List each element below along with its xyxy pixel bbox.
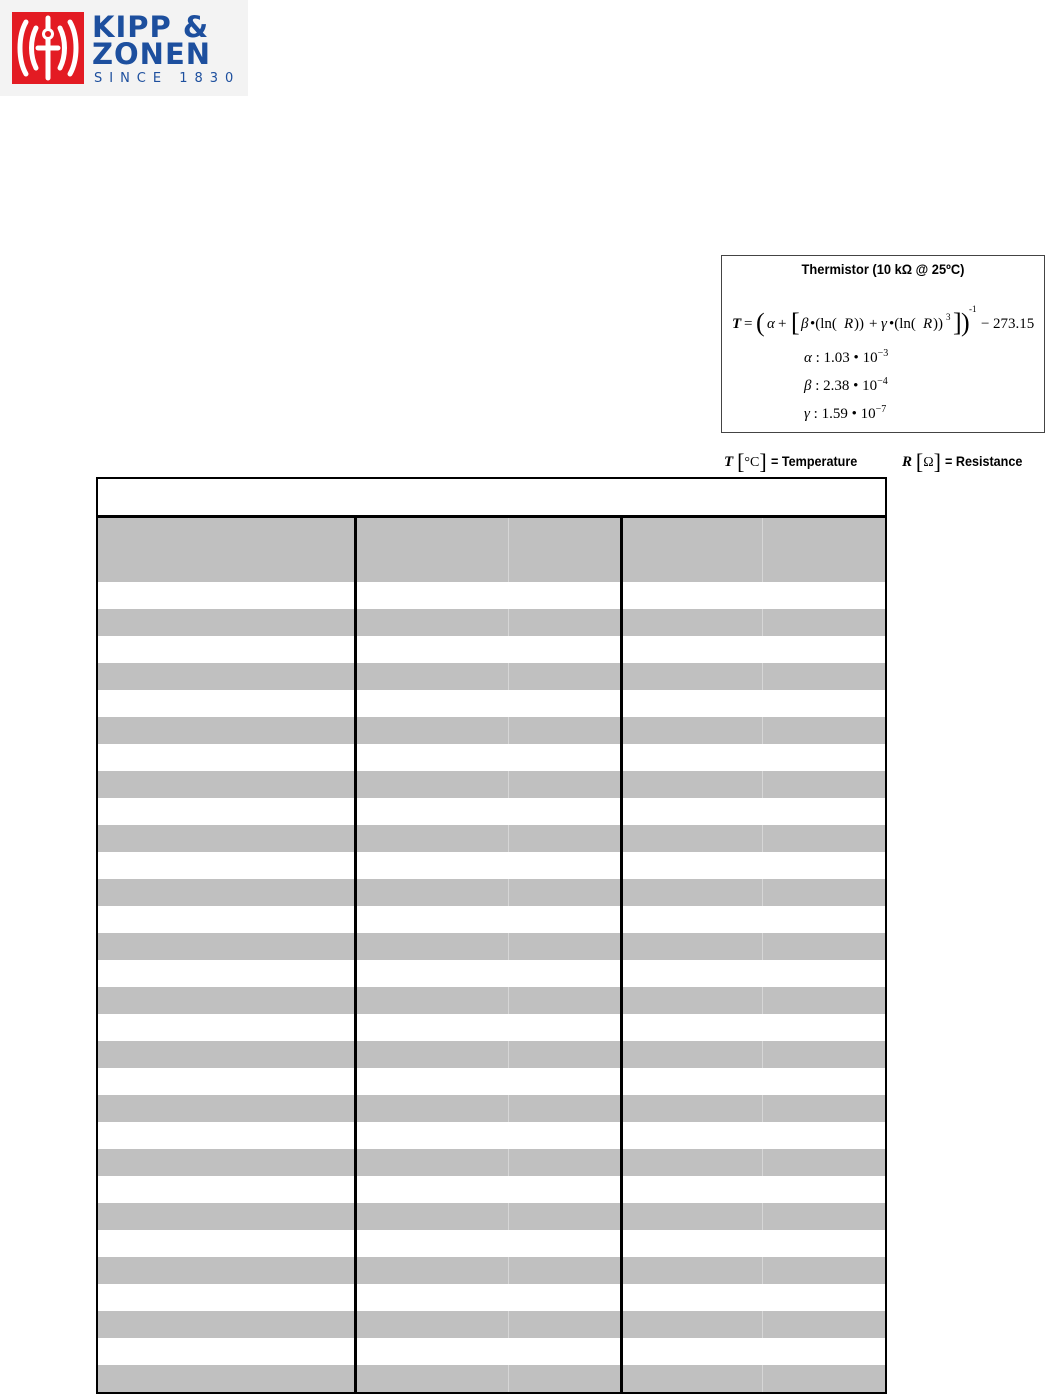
svg-text:+: + [869,316,878,332]
svg-text:T: T [732,316,742,332]
logo-wordmark [92,10,241,86]
formula-title: Thermistor (10 kΩ @ 25ºC) [801,261,965,277]
table-row [98,636,885,663]
table-body [98,582,885,1392]
column-divider [354,518,357,1392]
thermistor-formula-box [721,255,1045,433]
table-row [98,1284,885,1311]
table-row [98,852,885,879]
legend-resistance: R [Ω] = Resistance [902,449,1023,474]
coefficient-beta: β : 2.38 • $10^{-4}$ [804,376,888,394]
table-row [98,906,885,933]
svg-text:•(ln(: •(ln( [889,316,916,332]
steinhart-hart-equation [732,300,1042,342]
exponent-label: -1 [969,304,977,314]
logo-line-kipp: KIPP & [92,10,210,44]
svg-text:R: R [844,316,854,332]
table-row [98,1230,885,1257]
table-row [98,771,885,798]
table-row [98,1311,885,1338]
svg-text:α: α [767,316,775,332]
table-row [98,1203,885,1230]
table-row [98,609,885,636]
svg-text:γ: γ [881,316,887,332]
table-row [98,717,885,744]
logo-line-zonen: ZONEN [92,37,212,71]
column-divider-minor [508,518,509,1392]
table-row [98,1041,885,1068]
table-row [98,1176,885,1203]
table-row [98,1149,885,1176]
power-label: 3 [946,312,951,322]
svg-text:(: ( [756,308,765,337]
table-row [98,582,885,609]
table-row [98,1257,885,1284]
table-row [98,798,885,825]
table-row [98,1095,885,1122]
table-row [98,663,885,690]
column-divider-minor [762,518,763,1392]
table-header-row [98,518,885,582]
table-row [98,1365,885,1392]
table-row [98,690,885,717]
svg-text:)): )) [933,316,943,332]
kipp-zonen-emblem-icon [12,12,84,84]
legend-temperature: T [°C] = Temperature [724,449,857,474]
svg-text:β: β [801,316,809,332]
table-caption-row [98,479,885,518]
table-row [98,879,885,906]
table-row [98,825,885,852]
table-row [98,987,885,1014]
svg-text:=: = [744,316,753,332]
svg-text:−: − [981,316,990,332]
table-row [98,933,885,960]
logo-line-since: SINCE 1830 [94,71,241,86]
svg-text:[: [ [791,308,800,337]
constant-label: 273.15 [993,316,1035,332]
svg-text:]: ] [953,308,962,337]
svg-text:+: + [778,316,787,332]
table-row [98,1014,885,1041]
svg-text:)): )) [854,316,864,332]
svg-text:R: R [923,316,933,332]
table-row [98,1068,885,1095]
column-divider [620,518,623,1392]
table-row [98,1338,885,1365]
table-row [98,744,885,771]
resistance-temperature-table [96,477,887,1394]
coefficient-alpha: α : 1.03 • $10^{-3}$ [804,348,889,366]
table-row [98,960,885,987]
table-row [98,1122,885,1149]
svg-text:•(ln(: •(ln( [810,316,837,332]
kipp-zonen-logo [0,0,248,96]
coefficient-gamma: γ : 1.59 • $10^{-7}$ [804,404,887,422]
svg-text:): ) [961,308,970,337]
